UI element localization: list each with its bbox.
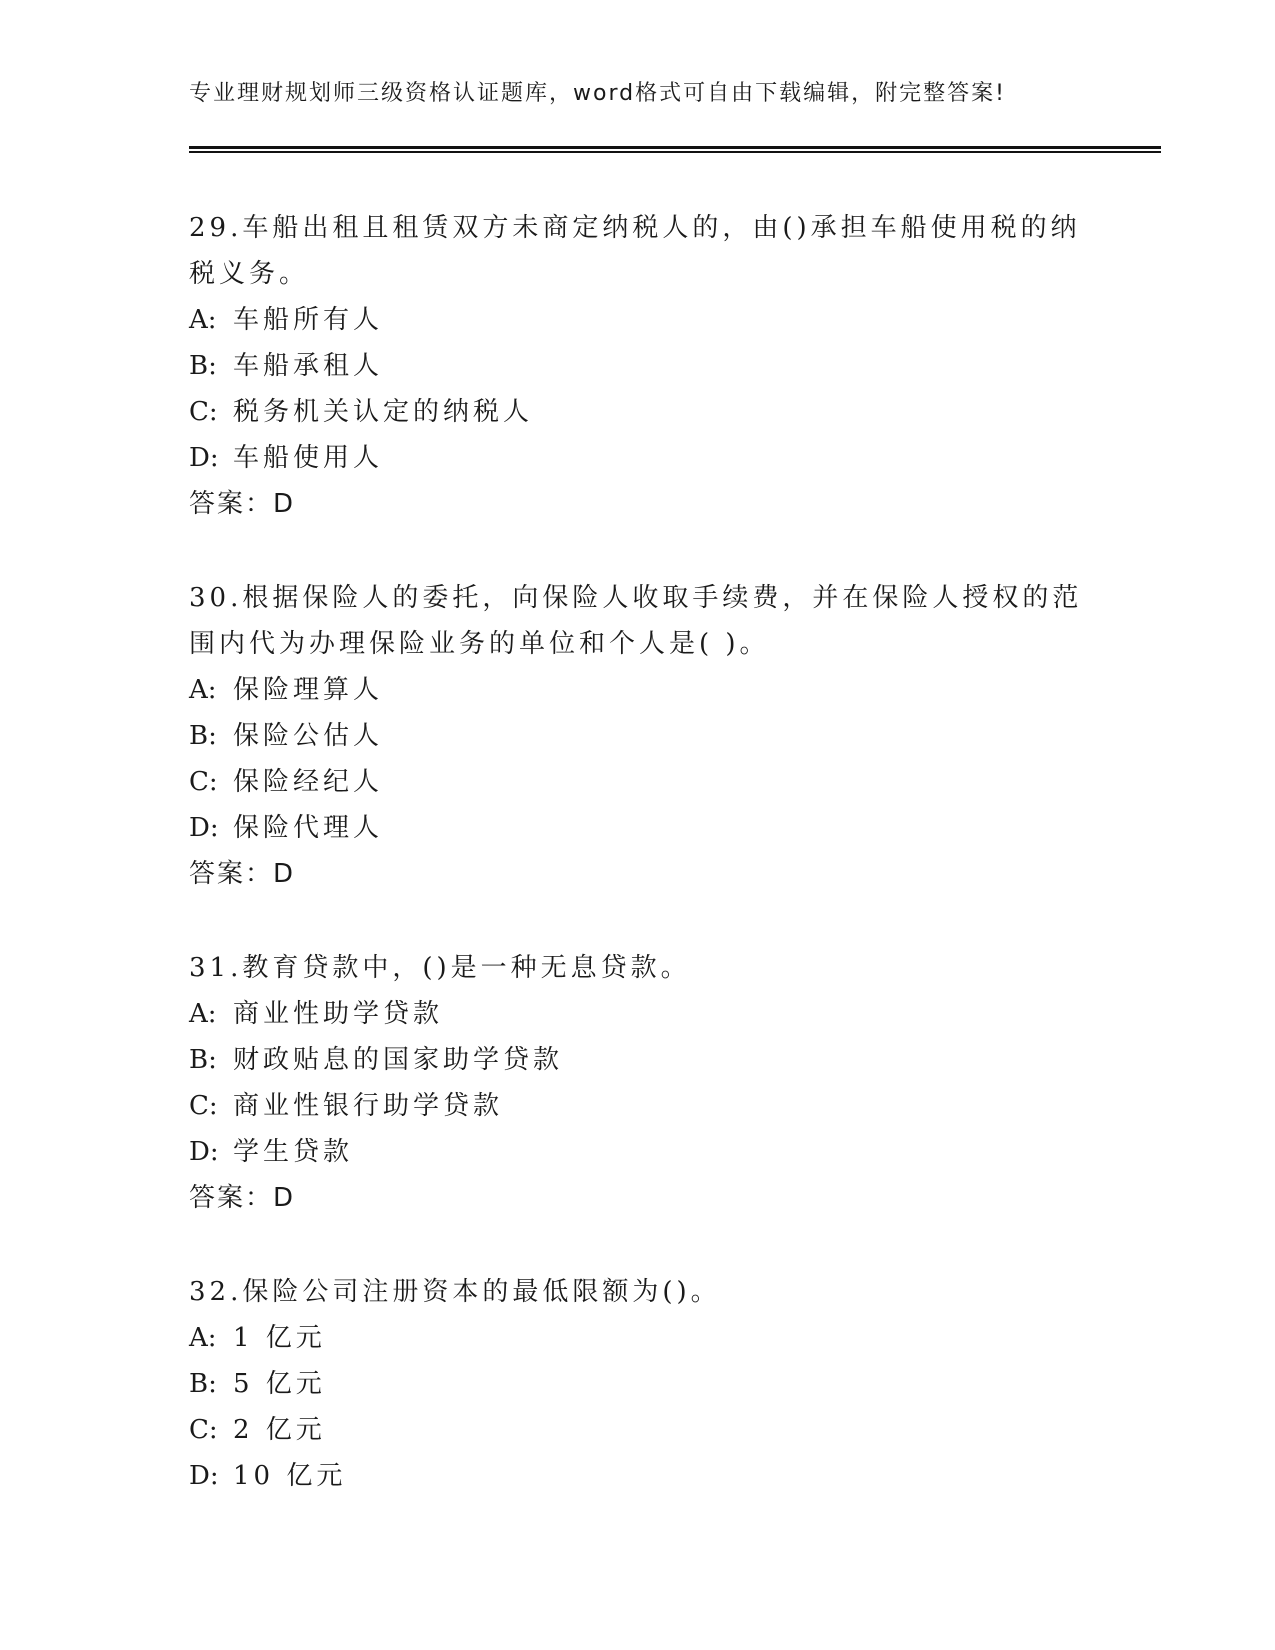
- option-letter: A:: [189, 999, 217, 1029]
- option-letter: B:: [189, 1045, 217, 1075]
- option-text: 保险公估人: [233, 721, 384, 751]
- question-stem: 29.车船出租且租赁双方未商定纳税人的，由()承担车船使用税的纳税义务。: [189, 213, 1081, 289]
- option-c: [189, 759, 1089, 805]
- option-text: 保险经纪人: [233, 767, 384, 797]
- question-stem: 30.根据保险人的委托，向保险人收取手续费，并在保险人授权的范围内代为办理保险业务的单位和个人是( )。: [189, 583, 1083, 659]
- header-divider-thin: [189, 151, 1161, 153]
- option-text: 税务机关认定的纳税人: [233, 397, 534, 427]
- option-b: [189, 343, 1089, 389]
- option-text: 保险代理人: [233, 813, 384, 843]
- header-divider: [189, 146, 1161, 153]
- option-text: 商业性助学贷款: [233, 999, 444, 1029]
- option-text: 商业性银行助学贷款: [233, 1091, 504, 1121]
- option-b: [189, 1361, 1089, 1407]
- option-letter: A:: [189, 305, 217, 335]
- option-text: 学生贷款: [233, 1137, 354, 1167]
- option-letter: C:: [189, 397, 218, 427]
- option-text: 车船所有人: [233, 305, 384, 335]
- question-31: [189, 945, 1089, 1221]
- answer-line: 答案：D: [189, 859, 296, 889]
- question-stem: 31.教育贷款中，()是一种无息贷款。: [189, 953, 691, 983]
- option-text: 车船承租人: [233, 351, 384, 381]
- option-letter: D:: [189, 1137, 219, 1167]
- option-text: 车船使用人: [233, 443, 384, 473]
- option-letter: C:: [189, 767, 218, 797]
- question-list: [189, 205, 1089, 1547]
- option-letter: B:: [189, 721, 217, 751]
- option-text: 1 亿元: [233, 1323, 326, 1353]
- option-a: [189, 991, 1089, 1037]
- option-d: [189, 1453, 1089, 1499]
- option-a: [189, 1315, 1089, 1361]
- option-letter: C:: [189, 1091, 218, 1121]
- option-text: 10 亿元: [233, 1461, 347, 1491]
- option-b: [189, 713, 1089, 759]
- answer-line: 答案：D: [189, 489, 296, 519]
- option-letter: D:: [189, 813, 219, 843]
- option-letter: A:: [189, 1323, 217, 1353]
- option-text: 保险理算人: [233, 675, 384, 705]
- option-b: [189, 1037, 1089, 1083]
- question-30: [189, 575, 1089, 897]
- question-stem: 32.保险公司注册资本的最低限额为()。: [189, 1277, 721, 1307]
- option-text: 财政贴息的国家助学贷款: [233, 1045, 564, 1075]
- option-letter: C:: [189, 1415, 218, 1445]
- option-c: [189, 1407, 1089, 1453]
- option-c: [189, 1083, 1089, 1129]
- page-header: 专业理财规划师三级资格认证题库，word格式可自由下载编辑，附完整答案!: [189, 81, 1006, 106]
- option-d: [189, 435, 1089, 481]
- option-d: [189, 805, 1089, 851]
- option-d: [189, 1129, 1089, 1175]
- option-a: [189, 297, 1089, 343]
- question-32: [189, 1269, 1089, 1499]
- option-letter: D:: [189, 1461, 219, 1491]
- option-letter: B:: [189, 1369, 217, 1399]
- option-c: [189, 389, 1089, 435]
- option-text: 5 亿元: [233, 1369, 326, 1399]
- option-letter: A:: [189, 675, 217, 705]
- option-letter: D:: [189, 443, 219, 473]
- option-text: 2 亿元: [233, 1415, 326, 1445]
- option-a: [189, 667, 1089, 713]
- answer-line: 答案：D: [189, 1183, 296, 1213]
- option-letter: B:: [189, 351, 217, 381]
- header-divider-thick: [189, 146, 1161, 149]
- question-29: [189, 205, 1089, 527]
